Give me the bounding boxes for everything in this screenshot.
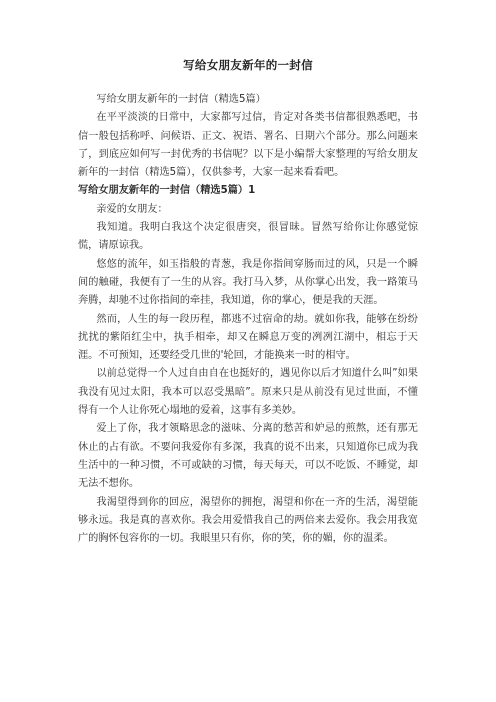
section-heading: 写给女朋友新年的一封信（精选5篇）1	[78, 185, 256, 197]
body-paragraph: 悠悠的流年，如玉指般的青葱，我是你指间穿肠而过的风，只是一个瞬间的触碰，我便有了一生的从容。我打马入梦，从你掌心出发，我一路策马奔腾，却驰不过你指间的牵挂，我知道，你的掌心，便是我的天涯。	[78, 258, 418, 307]
body-paragraph: 我渴望得到你的回应，渴望你的拥抱，渴望和你在一齐的生活，渴望能够永远。我是真的喜欢你。我会用爱惜我自己的两倍来去爱你。我会用我宽广的胸怀包容你的一切。我眼里只有你，你的笑，你的媚，你的温柔。	[78, 496, 418, 545]
body-paragraph: 以前总觉得一个人过自由自在也挺好的，遇见你以后才知道什么叫”如果我没有见过太阳，我本可以忍受黑暗”。原来只是从前没有见过世面，不懂得有一个人让你死心塌地的爱着，这事有多美妙。	[78, 368, 418, 417]
body-paragraph: 我知道。我明白我这个决定很唐突，很冒昧。冒然写给你让你感觉惊慌，请原谅我。	[78, 222, 418, 252]
intro-paragraph: 在平平淡淡的日常中，大家都写过信，肯定对各类书信都很熟悉吧，书信一般包括称呼、问候语、正文、祝语、署名、日期六个部分。那么问题来了，到底应如何写一封优秀的书信呢？以下是小编帮大家整理的写给女朋友新年的一封信（精选5篇），仅供参考，大家一起来看看吧。	[78, 112, 418, 179]
document-title: 写给女朋友新年的一封信	[183, 58, 313, 72]
body-paragraph: 然而，人生的每一段历程，都逃不过宿命的劫。就如你我，能够在纷纷扰扰的紫陌红尘中，执手相牵，却又在瞬息万变的冽冽江湖中，相忘于天涯。不可预知，还要经受几世的'轮回，才能换来一时的相守。	[78, 313, 418, 362]
salutation: 亲爱的女朋友：	[96, 203, 168, 215]
intro-line: 写给女朋友新年的一封信（精选5篇）	[96, 94, 266, 105]
body-paragraph: 爱上了你，我才领略思念的滋味、分离的愁苦和妒忌的煎熬，还有那无休止的占有欲。不要问我爱你有多深，我真的说不出来，只知道你已成为我生活中的一种习惯，不可或缺的习惯，每天每天，可以不吃饭、不睡觉，却无法不想你。	[78, 423, 418, 490]
